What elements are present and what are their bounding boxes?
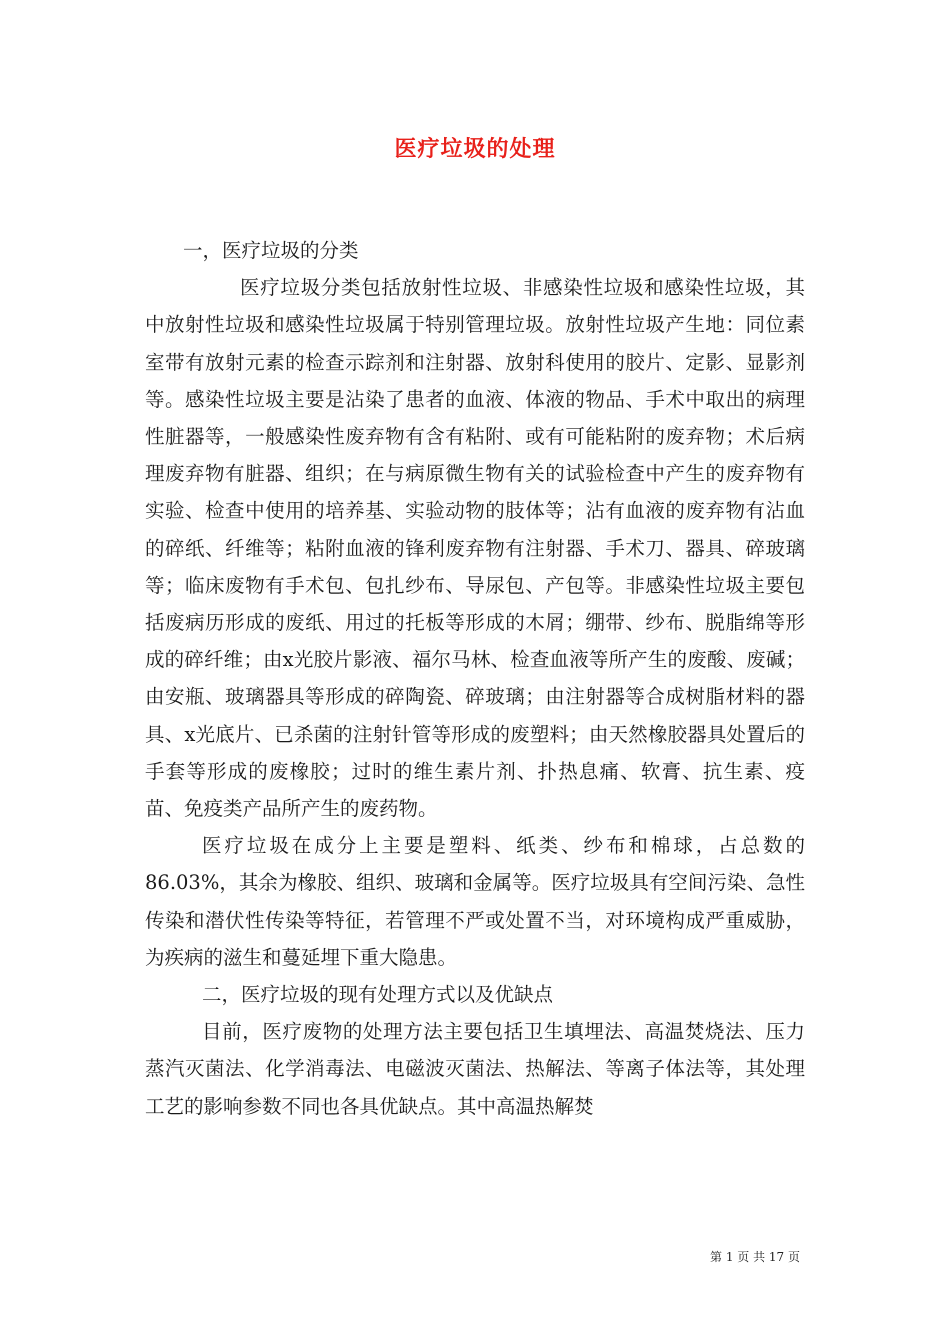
paragraph-methods: 目前，医疗废物的处理方法主要包括卫生填埋法、高温焚烧法、压力蒸汽灭菌法、化学消毒法、电磁波灭菌法、热解法、等离子体法等，其处理工艺的影响参数不同也各具优缺点。其中高温热解焚 bbox=[145, 1020, 805, 1118]
section-heading-classification: 一，医疗垃圾的分类 bbox=[183, 239, 359, 262]
paragraph-classification: 医疗垃圾分类包括放射性垃圾、非感染性垃圾和感染性垃圾，其中放射性垃圾和感染性垃圾属于特别管理垃圾。放射性垃圾产生地：同位素室带有放射元素的检查示踪剂和注射器、放射科使用的胶片、定影、显影剂等。感染性垃圾主要是沾染了患者的血液、体液的物品、手术中取出的病理性脏器等，一般感染性废弃物有含有粘附、或有可能粘附的废弃物；术后病理废弃物有脏器、组织；在与病原微生物有关的试验检查中产生的废弃物有实验、检查中使用的培养基、实验动物的肢体等；沾有血液的废弃物有沾血的碎纸、纤维等；粘附血液的锋利废弃物有注射器、手术刀、器具、碎玻璃等；临床废物有手术包、包扎纱布、导尿包、产包等。非感染性垃圾主要包括废病历形成的废纸、用过的托板等形成的木屑；绷带、纱布、脱脂绵等形成的碎纤维；由x光胶片影液、福尔马林、检查血液等所产生的废酸、废碱；由安瓶、玻璃器具等形成的碎陶瓷、碎玻璃；由注射器等合成树脂材料的器具、x光底片、已杀菌的注射针管等形成的废塑料；由天然橡胶器具处置后的手套等形成的废橡胶；过时的维生素片剂、扑热息痛、软膏、抗生素、疫苗、免疫类产品所产生的废药物。 bbox=[145, 276, 805, 821]
document-title: 医疗垃圾的处理 bbox=[394, 136, 556, 162]
paragraph-composition: 医疗垃圾在成分上主要是塑料、纸类、纱布和棉球，占总数的86.03%，其余为橡胶、组织、玻璃和金属等。医疗垃圾具有空间污染、急性传染和潜伏性传染等特征，若管理不严或处置不当，对环境构成严重威胁，为疾病的滋生和蔓延埋下重大隐患。 bbox=[145, 834, 805, 969]
page-number-footer: 第 1 页 共 17 页 bbox=[710, 1250, 800, 1264]
section-heading-methods: 二，医疗垃圾的现有处理方式以及优缺点 bbox=[202, 983, 554, 1007]
document-body bbox=[145, 232, 805, 1125]
